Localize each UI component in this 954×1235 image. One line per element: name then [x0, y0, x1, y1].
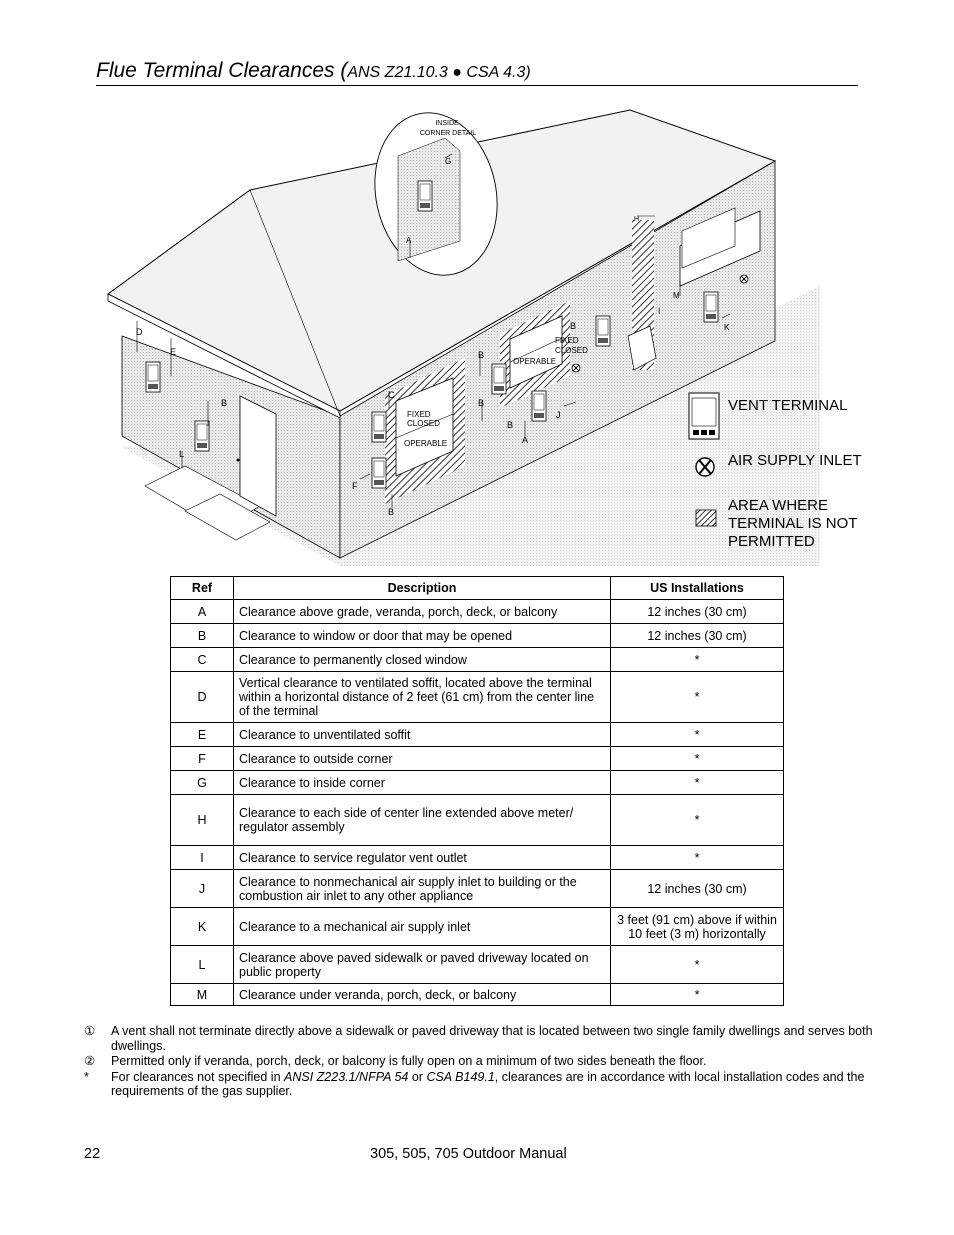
- row-ref: B: [171, 624, 234, 648]
- row-ref: C: [171, 648, 234, 672]
- legend-area-line3: PERMITTED: [728, 533, 815, 550]
- vent-terminal-left-1: [146, 362, 160, 392]
- row-description: Clearance to nonmechanical air supply inlet to building or the combustion air inlet to any other appliance: [234, 870, 611, 908]
- row-ref: L: [171, 946, 234, 984]
- row-us-value: *: [611, 648, 784, 672]
- table-row: [171, 672, 784, 723]
- footnote-3-text-a: For clearances not specified in: [111, 1069, 285, 1084]
- page-title: [96, 59, 858, 86]
- row-ref: I: [171, 846, 234, 870]
- label-M: M: [673, 291, 680, 300]
- vent-terminal-front-6: [704, 292, 718, 322]
- air-inlet-icon-1: [572, 364, 580, 372]
- legend: [688, 390, 908, 560]
- table-row: [171, 795, 784, 846]
- label-B-front: B: [507, 420, 514, 430]
- table-row: [171, 946, 784, 984]
- vent-terminal-detail: [418, 181, 432, 211]
- row-us-value: *: [611, 984, 784, 1006]
- row-ref: G: [171, 771, 234, 795]
- row-description: Clearance above grade, veranda, porch, deck, or balcony: [234, 600, 611, 624]
- vent-terminal-front-2: [372, 458, 386, 488]
- legend-air-supply-inlet: AIR SUPPLY INLET: [728, 452, 862, 469]
- row-ref: F: [171, 747, 234, 771]
- vent-terminal-front-1: [372, 412, 386, 442]
- row-description: Clearance to permanently closed window: [234, 648, 611, 672]
- footnote-3-text-c: or: [408, 1069, 427, 1084]
- footnote-3-mark: *: [84, 1069, 89, 1084]
- header-ref: Ref: [171, 577, 234, 600]
- row-us-value: *: [611, 795, 784, 846]
- vent-terminal-front-3: [492, 364, 506, 394]
- header-description: Description: [234, 577, 611, 600]
- label-fixed-1: FIXED: [407, 410, 431, 419]
- vent-terminal-front-4: [532, 391, 546, 421]
- header-us-installations: US Installations: [611, 577, 784, 600]
- row-us-value: 3 feet (91 cm) above if within 10 feet (3 m) horizontally: [611, 908, 784, 946]
- row-description: Clearance to outside corner: [234, 747, 611, 771]
- table-row: [171, 723, 784, 747]
- footnote-1-text: A vent shall not terminate directly above a sidewalk or paved driveway that is located between two single family dwellings and serves both dwellings.: [111, 1024, 873, 1053]
- row-us-value: *: [611, 946, 784, 984]
- label-C: C: [388, 390, 395, 400]
- label-B-door: B: [221, 398, 228, 408]
- table-row: [171, 648, 784, 672]
- footnotes: [84, 1024, 874, 1100]
- row-us-value: *: [611, 672, 784, 723]
- footnote-3-ansi: ANSI Z223.1/NFPA 54: [284, 1069, 409, 1084]
- label-G: G: [445, 157, 452, 166]
- row-us-value: *: [611, 723, 784, 747]
- table-row: [171, 771, 784, 795]
- table-header-row: [171, 577, 784, 600]
- row-us-value: 12 inches (30 cm): [611, 870, 784, 908]
- table-row: [171, 600, 784, 624]
- legend-area-line2: TERMINAL IS NOT: [728, 515, 858, 532]
- air-supply-inlet-icon: [694, 455, 718, 479]
- table-row: [171, 624, 784, 648]
- label-E: E: [170, 347, 177, 357]
- label-J: J: [556, 410, 561, 420]
- footnote-3-text-e: , clearances are in accordance with local installation codes and the requirements of the gas supplier.: [111, 1069, 865, 1098]
- clearance-table: [170, 576, 784, 1006]
- row-ref: E: [171, 723, 234, 747]
- page-number: 22: [84, 1146, 101, 1162]
- air-inlet-icon-2: [740, 275, 748, 283]
- row-ref: H: [171, 795, 234, 846]
- footnote-1-mark: ①: [84, 1024, 96, 1038]
- row-description: Clearance to inside corner: [234, 771, 611, 795]
- hatch-area-icon: [695, 509, 717, 527]
- row-ref: D: [171, 672, 234, 723]
- label-closed-1: CLOSED: [407, 419, 440, 428]
- row-description: Clearance to window or door that may be opened: [234, 624, 611, 648]
- table-row: [171, 870, 784, 908]
- footnote-3: [84, 1070, 874, 1099]
- label-I: I: [658, 307, 661, 316]
- footnote-1: [84, 1024, 874, 1053]
- footnote-2-text: Permitted only if veranda, porch, deck, or balcony is fully open on a minimum of two sides beneath the floor.: [111, 1054, 707, 1068]
- row-description: Vertical clearance to ventilated soffit, located above the terminal within a horizontal distance of 2 feet (61 cm) from the center line of the terminal: [234, 672, 611, 723]
- row-ref: K: [171, 908, 234, 946]
- table-row: [171, 984, 784, 1006]
- row-us-value: *: [611, 747, 784, 771]
- row-description: Clearance under veranda, porch, deck, or balcony: [234, 984, 611, 1006]
- row-us-value: *: [611, 846, 784, 870]
- vent-terminal-left-2: [195, 421, 209, 451]
- footnote-2: [84, 1054, 874, 1069]
- row-ref: J: [171, 870, 234, 908]
- title-standards: ANS Z21.10.3 ● CSA 4.3): [347, 64, 531, 81]
- row-description: Clearance to each side of center line extended above meter/ regulator assembly: [234, 795, 611, 846]
- label-A: A: [522, 435, 529, 445]
- label-operable-1: OPERABLE: [404, 439, 448, 448]
- legend-vent-terminal: VENT TERMINAL: [728, 397, 848, 414]
- table-row: [171, 747, 784, 771]
- detail-label-1: INSIDE: [435, 120, 459, 127]
- footnote-3-csa: CSA B149.1: [426, 1069, 495, 1084]
- label-B-mid2: B: [478, 398, 485, 408]
- row-description: Clearance above paved sidewalk or paved driveway located on public property: [234, 946, 611, 984]
- door: [240, 396, 276, 516]
- label-B-mid: B: [478, 350, 485, 360]
- vent-terminal-icon: [688, 392, 721, 442]
- label-closed-2: CLOSED: [555, 346, 588, 355]
- legend-area-line1: AREA WHERE: [728, 497, 829, 514]
- row-us-value: 12 inches (30 cm): [611, 600, 784, 624]
- table-row: [171, 846, 784, 870]
- title-main: Flue Terminal Clearances (: [96, 59, 348, 82]
- row-ref: M: [171, 984, 234, 1006]
- vent-terminal-front-5: [596, 316, 610, 346]
- row-us-value: 12 inches (30 cm): [611, 624, 784, 648]
- label-D: D: [136, 327, 143, 337]
- table-row: [171, 908, 784, 946]
- manual-title: 305, 505, 705 Outdoor Manual: [370, 1146, 567, 1162]
- label-fixed-2: FIXED: [555, 336, 579, 345]
- label-operable-2: OPERABLE: [513, 357, 557, 366]
- label-B-top: B: [570, 321, 577, 331]
- row-description: Clearance to unventilated soffit: [234, 723, 611, 747]
- row-us-value: *: [611, 771, 784, 795]
- row-description: Clearance to a mechanical air supply inlet: [234, 908, 611, 946]
- label-L: L: [179, 449, 185, 459]
- legend-area-not-permitted: [728, 497, 857, 551]
- label-H: H: [634, 216, 640, 223]
- label-B-low: B: [388, 507, 395, 517]
- detail-label-2: CORNER DETAIL: [419, 130, 477, 137]
- label-F: F: [352, 481, 358, 491]
- footnote-2-mark: ②: [84, 1054, 96, 1068]
- label-A-detail: A: [406, 236, 412, 245]
- row-description: Clearance to service regulator vent outlet: [234, 846, 611, 870]
- label-K: K: [724, 323, 730, 332]
- row-ref: A: [171, 600, 234, 624]
